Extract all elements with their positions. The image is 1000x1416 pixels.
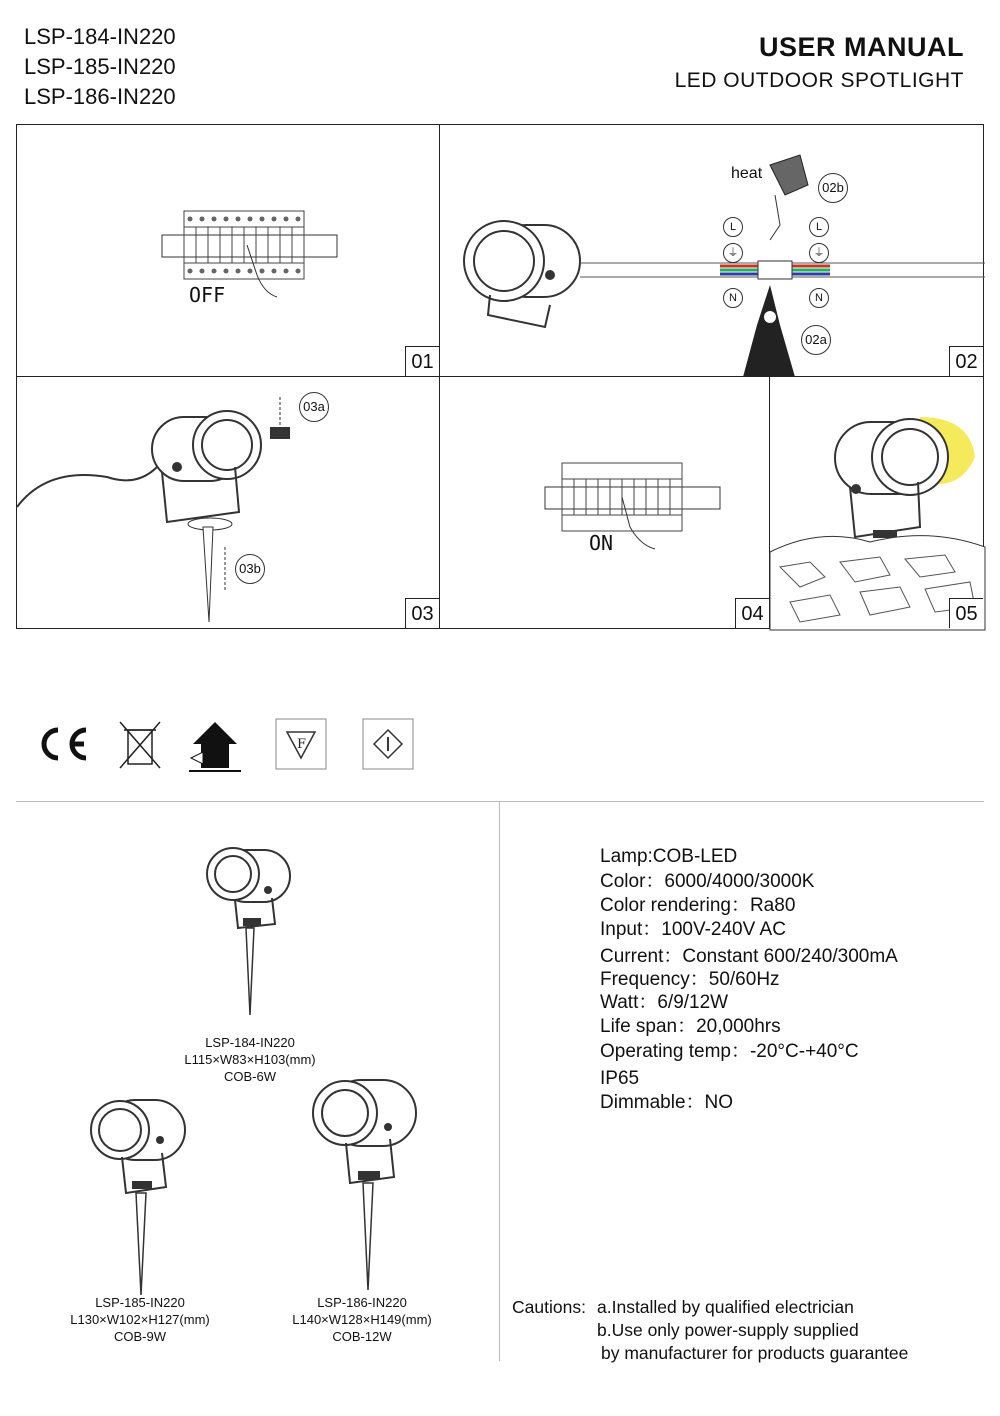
wire-label-earth-left: ⏚ — [723, 243, 743, 263]
model-number-3: LSP-186-IN220 — [24, 84, 176, 109]
step-number-01: 01 — [405, 346, 439, 376]
product-caption-184 — [150, 1034, 350, 1085]
spec-dimmable: Dimmable：NO — [600, 1092, 734, 1113]
switch-off-label: OFF — [189, 283, 226, 307]
product-model: LSP-185-IN220 — [95, 1295, 185, 1310]
weee-bin-icon — [116, 718, 164, 774]
spec-frequency: Frequency：50/60Hz — [600, 969, 780, 990]
section-divider-vertical — [499, 801, 500, 1361]
section-divider-horizontal — [16, 801, 984, 802]
spec-color-rendering: Color rendering：Ra80 — [600, 895, 796, 916]
manual-subtitle: LED OUTDOOR SPOTLIGHT — [674, 69, 964, 92]
product-power: COB-12W — [332, 1329, 392, 1344]
cautions-label: Cautions: — [512, 1297, 586, 1317]
caution-line-b-cont: by manufacturer for products guarantee — [601, 1343, 909, 1363]
callout-02a: 02a — [801, 325, 831, 355]
spec-lamp: Lamp:COB-LED — [600, 846, 738, 867]
wire-label-L-left: L — [723, 217, 743, 237]
step-panel-01 — [16, 124, 440, 377]
step-panel-04 — [439, 376, 770, 629]
spec-color: Color：6000/4000/3000K — [600, 871, 815, 892]
heat-label: heat — [731, 165, 763, 182]
indoor-outdoor-icon — [189, 718, 241, 774]
model-number-1: LSP-184-IN220 — [24, 24, 176, 49]
product-lsp-186-illustration — [308, 1075, 428, 1300]
crimping-pliers-icon — [735, 285, 805, 377]
spec-life-span: Life span：20,000hrs — [600, 1016, 781, 1037]
heat-gun-icon — [750, 155, 810, 245]
product-power: COB-9W — [114, 1329, 166, 1344]
step-panel-02 — [439, 124, 984, 377]
spotlight-mounting-illustration — [17, 397, 441, 627]
manual-title: USER MANUAL — [759, 32, 964, 62]
callout-03a: 03a — [299, 392, 329, 422]
model-number-2: LSP-185-IN220 — [24, 54, 176, 79]
ce-mark-icon — [36, 718, 90, 768]
f-mark-icon — [275, 718, 327, 770]
spec-input: Input：100V-240V AC — [600, 919, 786, 940]
product-dimensions: L130×W102×H127(mm) — [70, 1312, 210, 1327]
caution-line-b: b.Use only power-supply supplied — [597, 1320, 859, 1340]
spec-current: Current：Constant 600/240/300mA — [600, 946, 898, 967]
product-dimensions: L140×W128×H149(mm) — [292, 1312, 432, 1327]
callout-02b: 02b — [818, 173, 848, 203]
caution-line-a: a.Installed by qualified electrician — [597, 1297, 854, 1317]
terminal-block-illustration — [152, 205, 352, 285]
product-dimensions: L115×W83×H103(mm) — [184, 1052, 316, 1067]
installed-spotlight-illustration — [770, 377, 985, 630]
spotlight-illustration — [460, 215, 590, 335]
product-lsp-184-illustration — [200, 840, 300, 1040]
step-number-05: 05 — [949, 598, 983, 628]
step-panel-03 — [16, 376, 440, 629]
product-model: LSP-186-IN220 — [317, 1295, 407, 1310]
spec-ip-rating: IP65 — [600, 1068, 640, 1089]
svg-text:F: F — [297, 737, 307, 752]
step-number-04: 04 — [735, 598, 769, 628]
product-caption-185 — [40, 1294, 240, 1345]
wire-label-earth-right: ⏚ — [809, 243, 829, 263]
product-power: COB-6W — [224, 1069, 276, 1084]
step-number-02: 02 — [949, 346, 983, 376]
switch-on-label: ON — [589, 531, 614, 555]
step-number-03: 03 — [405, 598, 439, 628]
product-model: LSP-184-IN220 — [205, 1035, 295, 1050]
product-lsp-185-illustration — [90, 1095, 200, 1305]
product-caption-186 — [262, 1294, 462, 1345]
callout-03b: 03b — [235, 554, 265, 584]
wire-cable-illustration — [580, 255, 985, 285]
spec-operating-temp: Operating temp：-20°C-+40°C — [600, 1041, 859, 1062]
terminal-block-illustration — [540, 457, 740, 537]
class-i-icon — [362, 718, 414, 770]
step-panel-05 — [769, 376, 984, 629]
spec-watt: Watt：6/9/12W — [600, 992, 729, 1013]
wire-label-N-right: N — [809, 288, 829, 308]
wire-label-L-right: L — [809, 217, 829, 237]
wire-label-N-left: N — [723, 288, 743, 308]
